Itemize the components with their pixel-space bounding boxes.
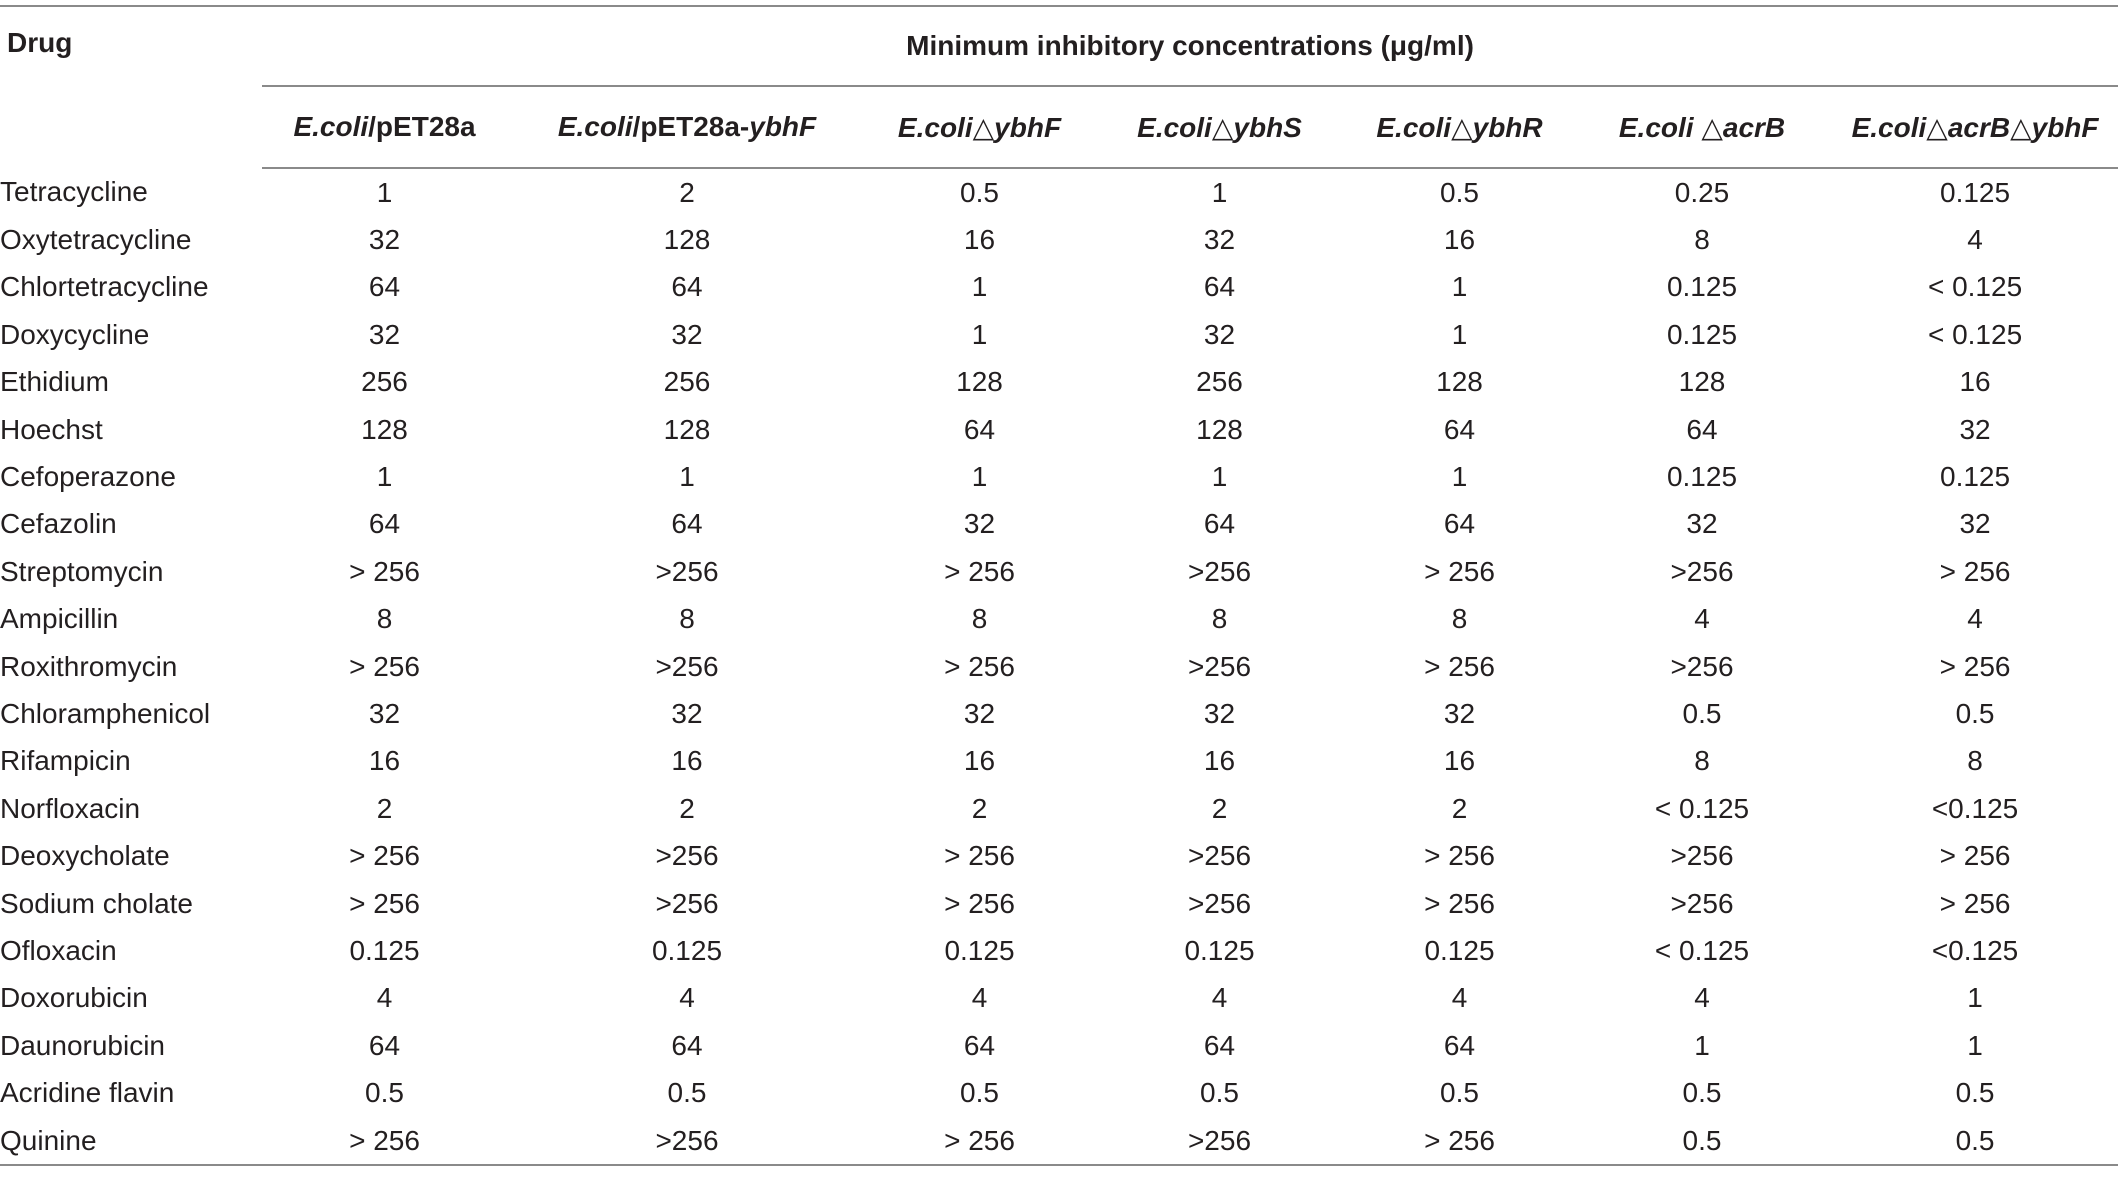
strain-header-part: ybhF	[994, 111, 1062, 143]
drug-name-cell: Cefoperazone	[0, 461, 176, 493]
strain-header-part: E.coli	[1376, 111, 1452, 143]
mic-value-cell: 0.5	[365, 1077, 404, 1109]
mic-value-cell: 64	[1686, 413, 1718, 445]
mic-value-cell: 256	[361, 366, 408, 398]
mic-value-cell: > 256	[1424, 887, 1495, 919]
mic-value-cell: > 256	[867, 1117, 1092, 1165]
mic-value-cell: 16	[1443, 745, 1476, 777]
mic-value-cell: 256	[663, 366, 711, 398]
mic-value-cell: >256	[1187, 887, 1252, 919]
mic-value-cell: 32	[368, 697, 401, 729]
mic-value-cell: 4	[1694, 982, 1710, 1014]
mic-value-cell: 16	[1443, 224, 1476, 256]
mic-value-cell: >256	[1187, 650, 1252, 682]
mic-value-cell: 16	[368, 745, 401, 777]
drug-name-cell: Chloramphenicol	[0, 697, 211, 729]
mic-value-cell: > 256	[349, 650, 420, 682]
mic-value-cell: >256	[1670, 840, 1734, 872]
mic-value-cell: > 256	[944, 840, 1015, 872]
strain-header-7	[1832, 86, 2118, 168]
mic-value-cell: 32	[1443, 697, 1476, 729]
mic-value-cell: 0.125	[1184, 934, 1255, 966]
mic-value-cell: 32	[1959, 508, 1991, 540]
mic-value-cell: 0.125	[349, 934, 420, 966]
strain-header-part: △	[2010, 111, 2032, 143]
mic-value-cell: 0.5	[667, 1077, 707, 1109]
mic-value-cell: > 256	[349, 555, 420, 587]
mic-value-cell: 2	[1211, 792, 1228, 824]
mic-value-cell: 4	[376, 982, 393, 1014]
mic-value-cell: 0.5	[1440, 176, 1479, 208]
mic-value-cell: 16	[1959, 366, 1991, 398]
mic-value-cell: >256	[1670, 555, 1734, 587]
mic-value-cell: 64	[671, 1029, 703, 1061]
mic-value-cell: > 256	[1424, 650, 1495, 682]
strain-header-part: △	[1211, 111, 1234, 143]
mic-value-cell: > 256	[349, 840, 420, 872]
table-row	[0, 1069, 2118, 1116]
table-row	[0, 643, 2118, 690]
mic-value-cell: 8	[1967, 745, 1983, 777]
mic-value-cell: 8	[376, 603, 393, 635]
mic-value-cell: 0.125	[1666, 461, 1738, 493]
strain-header-part: acrB	[1947, 111, 2011, 143]
mic-value-cell: 32	[1203, 224, 1236, 256]
table-row	[0, 1022, 2118, 1069]
table-row	[0, 548, 2118, 595]
mic-value-cell: > 256	[1939, 555, 2011, 587]
mic-value-cell: 0.25	[1674, 176, 1730, 208]
mic-value-cell: >256	[1092, 1117, 1347, 1165]
mic-value-cell: 0.5	[960, 176, 999, 208]
mic-value-cell: < 0.125	[1927, 318, 2023, 350]
mic-value-cell: 8	[1451, 603, 1468, 635]
mic-value-cell: 1	[1451, 318, 1468, 350]
mic-value-cell: 128	[1436, 366, 1483, 398]
mic-value-cell: 4	[1694, 603, 1710, 635]
mic-value-cell: 4	[1967, 603, 1983, 635]
mic-value-cell: > 256	[944, 650, 1015, 682]
mic-value-cell: 16	[963, 224, 996, 256]
mic-value-cell: 8	[971, 603, 988, 635]
table-row	[0, 738, 2118, 785]
mic-value-cell: 1	[1694, 1029, 1710, 1061]
mic-value-cell: 8	[1694, 745, 1710, 777]
mic-value-cell: 128	[361, 413, 408, 445]
table-row	[0, 216, 2118, 263]
mic-value-cell: >256	[655, 840, 719, 872]
mic-value-cell: >256	[1187, 555, 1252, 587]
mic-value-cell: > 256	[1939, 650, 2011, 682]
mic-value-cell: 8	[1211, 603, 1228, 635]
mic-value-cell: 0.5	[1955, 1077, 1995, 1109]
table-row	[0, 501, 2118, 548]
strain-header-part: ybhF	[749, 111, 817, 142]
mic-value-cell: 0.5	[1682, 697, 1722, 729]
mic-value-cell: > 256	[262, 1117, 507, 1165]
drug-name-cell: Acridine flavin	[0, 1077, 175, 1109]
mic-value-cell: 128	[663, 224, 711, 256]
mic-value-cell: 64	[963, 1029, 996, 1061]
mic-value-cell: >256	[1670, 650, 1734, 682]
mic-value-cell: 16	[671, 745, 703, 777]
mic-value-cell: 0.5	[1955, 697, 1995, 729]
drug-name-cell: Doxorubicin	[0, 982, 148, 1014]
mic-value-cell: > 256	[944, 887, 1015, 919]
strain-header-part: /pET28a-	[632, 111, 750, 142]
mic-value-cell: 64	[671, 271, 703, 303]
drug-name-cell: Roxithromycin	[0, 650, 178, 682]
mic-value-cell: 32	[1203, 318, 1236, 350]
mic-value-cell: 64	[368, 1029, 401, 1061]
drug-name-cell: Deoxycholate	[0, 840, 170, 872]
mic-value-cell: < 0.125	[1927, 271, 2023, 303]
mic-value-cell: 1	[971, 271, 988, 303]
mic-value-cell: 0.125	[1424, 934, 1495, 966]
mic-value-cell: 64	[963, 413, 996, 445]
mic-value-cell: 8	[679, 603, 695, 635]
table-row	[0, 406, 2118, 453]
mic-value-cell: > 256	[944, 555, 1015, 587]
mic-value-cell: 1	[971, 318, 988, 350]
table-row	[0, 311, 2118, 358]
mic-value-cell: 128	[663, 413, 711, 445]
drug-name-cell: Doxycycline	[0, 318, 150, 350]
strain-header-part: ybhR	[1472, 111, 1543, 143]
drug-name-cell: Chlortetracycline	[0, 271, 209, 303]
table-row	[0, 785, 2118, 832]
drug-name-cell: Rifampicin	[0, 745, 131, 777]
mic-value-cell: 4	[679, 982, 695, 1014]
strain-header-part: acrB	[1722, 111, 1786, 143]
strain-header-part: E.coli	[1618, 111, 1694, 143]
strain-header-part: △	[1693, 111, 1723, 143]
mic-value-cell: 64	[1203, 271, 1236, 303]
mic-value-cell: 4	[1211, 982, 1228, 1014]
mic-value-cell: 0.5	[1440, 1077, 1479, 1109]
table-row	[0, 264, 2118, 311]
mic-value-cell: 128	[1196, 413, 1243, 445]
strain-header-part: /pET28a	[368, 111, 476, 142]
mic-value-cell: 32	[1686, 508, 1718, 540]
mic-value-cell: 0.125	[1666, 271, 1738, 303]
mic-value-cell: 64	[671, 508, 703, 540]
strain-header-part: △	[1926, 111, 1948, 143]
mic-value-cell: 2	[971, 792, 988, 824]
drug-name-cell: Norfloxacin	[0, 792, 141, 824]
drug-column-header: Drug	[0, 6, 262, 168]
mic-value-cell: > 256	[1939, 840, 2011, 872]
drug-name-cell: Streptomycin	[0, 555, 164, 587]
drug-name-cell: Sodium cholate	[0, 887, 194, 919]
table-row	[0, 690, 2118, 737]
table-row	[0, 927, 2118, 974]
mic-value-cell: 32	[963, 508, 996, 540]
mic-value-cell: 1	[1211, 461, 1228, 493]
mic-value-cell: 1	[971, 461, 988, 493]
mic-value-cell: 64	[1443, 508, 1476, 540]
mic-value-cell: 0.5	[1572, 1117, 1832, 1165]
mic-value-cell: 32	[368, 318, 401, 350]
strain-header-1	[262, 86, 507, 168]
mic-value-cell: 32	[671, 318, 703, 350]
strain-header-part: E.coli	[897, 111, 973, 143]
mic-value-cell: >256	[655, 887, 719, 919]
strain-header-2	[507, 86, 867, 168]
table-row	[0, 1117, 2118, 1165]
mic-value-cell: 2	[679, 792, 695, 824]
mic-value-cell: 0.5	[1200, 1077, 1239, 1109]
mic-value-cell: 32	[963, 697, 996, 729]
mic-value-cell: 0.125	[944, 934, 1015, 966]
mic-value-cell: 64	[1443, 413, 1476, 445]
drug-name-cell: Tetracycline	[0, 176, 148, 208]
table-row	[0, 596, 2118, 643]
mic-value-cell: 64	[1203, 508, 1236, 540]
strain-header-part: △	[1451, 111, 1473, 143]
mic-value-cell: 4	[1967, 224, 1983, 256]
mic-value-cell: 16	[1203, 745, 1236, 777]
mic-value-cell: 64	[1443, 1029, 1476, 1061]
mic-value-cell: 0.125	[1666, 318, 1738, 350]
mic-value-cell: > 256	[1347, 1117, 1572, 1165]
mic-value-cell: >256	[655, 650, 719, 682]
mic-value-cell: 1	[1967, 982, 1983, 1014]
strain-header-4	[1092, 86, 1347, 168]
mic-value-cell: 0.125	[1940, 461, 2011, 493]
mic-table	[0, 5, 2118, 1166]
strain-header-6	[1572, 86, 1832, 168]
mic-value-cell: > 256	[1424, 840, 1495, 872]
mic-value-cell: >256	[507, 1117, 867, 1165]
mic-value-cell: 1	[376, 176, 393, 208]
mic-value-cell: 32	[1959, 413, 1991, 445]
mic-table-container	[0, 5, 2118, 1166]
drug-name-cell: Daunorubicin	[0, 1029, 165, 1061]
table-row	[0, 453, 2118, 500]
mic-value-cell: 32	[368, 224, 401, 256]
mic-value-cell: 8	[1694, 224, 1710, 256]
strain-header-3	[867, 86, 1092, 168]
mic-value-cell: 1	[1967, 1029, 1983, 1061]
mic-value-cell: >256	[1187, 840, 1252, 872]
drug-name-cell: Hoechst	[0, 413, 103, 445]
mic-value-cell: 1	[1451, 461, 1468, 493]
strain-header-part: ybhS	[1233, 111, 1302, 143]
mic-value-cell: 1	[679, 461, 695, 493]
header-row-strains	[0, 86, 2118, 168]
strain-header-part: E.coli	[293, 111, 369, 142]
mic-value-cell: 0.125	[651, 934, 723, 966]
mic-value-cell: 32	[671, 697, 703, 729]
mic-value-cell: 16	[963, 745, 996, 777]
strain-header-part: ybhF	[2031, 111, 2099, 143]
mic-value-cell: 1	[1211, 176, 1228, 208]
mic-value-cell: > 256	[1939, 887, 2011, 919]
mic-value-cell: < 0.125	[1654, 792, 1750, 824]
drug-name-cell: Ethidium	[0, 366, 109, 398]
mic-value-cell: 64	[368, 271, 401, 303]
mic-value-cell: >256	[655, 555, 719, 587]
table-row	[0, 168, 2118, 216]
mic-value-cell: 2	[376, 792, 393, 824]
mic-value-cell: 4	[971, 982, 988, 1014]
mic-value-cell: 1	[376, 461, 393, 493]
mic-value-cell: 256	[1196, 366, 1243, 398]
table-body	[0, 168, 2118, 1165]
mic-value-cell: 1	[1451, 271, 1468, 303]
table-row	[0, 832, 2118, 879]
strain-header-part: E.coli	[557, 111, 633, 142]
mic-value-cell: <0.125	[1931, 792, 2019, 824]
table-row	[0, 359, 2118, 406]
mic-value-cell: 0.125	[1940, 176, 2011, 208]
mic-value-cell: 0.5	[960, 1077, 999, 1109]
mic-value-cell: 2	[679, 176, 695, 208]
drug-name-cell: Oxytetracycline	[0, 224, 192, 256]
mic-value-cell: 2	[1451, 792, 1468, 824]
table-row	[0, 975, 2118, 1022]
mic-group-header: Minimum inhibitory concentrations (μg/ml)	[262, 6, 2118, 86]
mic-value-cell: <0.125	[1931, 934, 2019, 966]
mic-value-cell: 64	[1203, 1029, 1236, 1061]
mic-value-cell: < 0.125	[1654, 934, 1750, 966]
mic-value-cell: > 256	[349, 887, 420, 919]
mic-value-cell: >256	[1670, 887, 1734, 919]
mic-value-cell: 128	[1678, 366, 1726, 398]
drug-name-cell: Cefazolin	[0, 508, 117, 540]
header-row-group	[0, 6, 2118, 86]
mic-value-cell: 0.5	[1682, 1077, 1722, 1109]
mic-value-cell: 4	[1451, 982, 1468, 1014]
mic-value-cell: 128	[956, 366, 1003, 398]
mic-value-cell: 0.5	[1832, 1117, 2118, 1165]
strain-header-part: △	[972, 111, 995, 143]
table-row	[0, 880, 2118, 927]
strain-header-5	[1347, 86, 1572, 168]
strain-header-part: E.coli	[1851, 111, 1927, 143]
drug-name-cell: Ofloxacin	[0, 934, 117, 966]
mic-value-cell: 64	[368, 508, 401, 540]
drug-name-cell: Quinine	[0, 1117, 262, 1165]
drug-name-cell: Ampicillin	[0, 603, 119, 635]
mic-value-cell: 32	[1203, 697, 1236, 729]
strain-header-part: E.coli	[1137, 111, 1212, 143]
mic-value-cell: > 256	[1424, 555, 1495, 587]
